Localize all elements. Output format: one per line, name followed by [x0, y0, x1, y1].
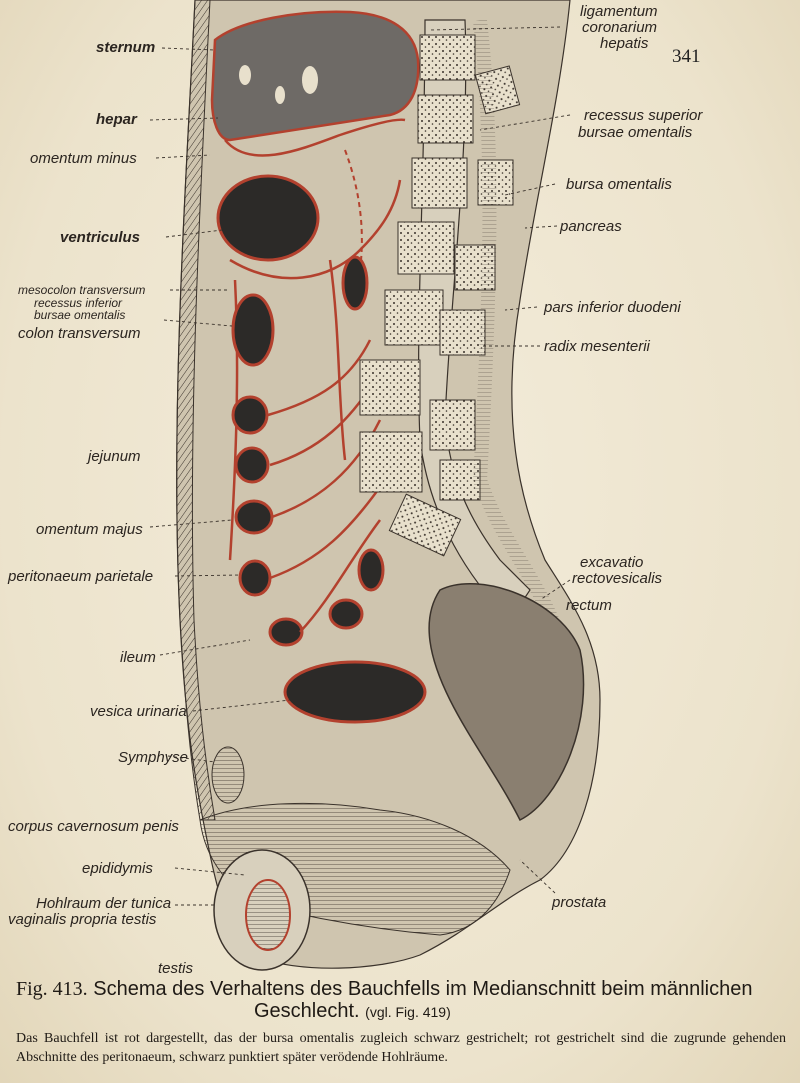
page-number: 341 — [672, 46, 701, 67]
caption-title-line — [16, 978, 786, 1000]
label-mesocolon: mesocolon transversum — [18, 283, 146, 297]
label-rectum: rectum — [566, 597, 612, 614]
label-testis: testis — [158, 960, 194, 977]
label-prostata: prostata — [552, 894, 607, 911]
label-hepar: hepar — [96, 111, 137, 128]
caption-fig-label: Fig. 413. — [16, 978, 88, 1000]
label-epididymis: epididymis — [82, 860, 153, 877]
label-vesica: vesica urinaria — [90, 703, 187, 720]
label-omentum-majus: omentum majus — [36, 521, 143, 538]
label-recessus-inferior-2: bursae omentalis — [34, 308, 126, 322]
caption-subtitle-line — [16, 1000, 786, 1023]
stomach — [218, 176, 318, 260]
label-ventriculus: ventriculus — [60, 229, 141, 246]
label-symphyse: Symphyse — [118, 749, 189, 766]
caption-body: Das Bauchfell ist rot dargestellt, das der bursa omentalis zugleich schwarz gestrichelt; rot gestrichelt sind die zugrunde gehenden Abschnitte des peritonaeum, schwarz punktiert später verödende Hohlräume. — [16, 1031, 786, 1065]
label-ligamentum-1: ligamentum — [580, 3, 658, 20]
caption-reference: (vgl. Fig. 419) — [365, 1004, 451, 1020]
caption-title-line2: Geschlecht. — [254, 1000, 360, 1022]
label-sternum: sternum — [96, 39, 156, 56]
symphysis — [212, 747, 244, 803]
label-bursa: bursa omentalis — [566, 176, 672, 193]
label-omentum-minus: omentum minus — [30, 150, 137, 167]
label-jejunum: jejunum — [88, 448, 141, 465]
label-recessus-superior-1: recessus superior — [584, 107, 703, 124]
label-colon-transversum: colon transversum — [18, 325, 141, 342]
label-peritonaeum: peritonaeum parietale — [8, 568, 154, 585]
label-hohlraum-1: Hohlraum der tunica — [36, 895, 172, 912]
label-ligamentum-2: coronarium — [582, 19, 658, 36]
label-recessus-inferior-1: recessus inferior — [34, 296, 123, 310]
label-hohlraum-2: vaginalis propria testis — [8, 911, 157, 928]
label-pancreas: pancreas — [560, 218, 622, 235]
bladder — [285, 662, 425, 722]
label-duodeni: pars inferior duodeni — [544, 299, 681, 316]
label-corpus: corpus cavernosum penis — [8, 818, 179, 835]
label-recessus-superior-2: bursae omentalis — [578, 124, 693, 141]
label-excavatio-2: rectovesicalis — [572, 570, 663, 587]
label-ileum: ileum — [120, 649, 156, 666]
figure-caption — [16, 978, 786, 1067]
colon-transversum — [233, 295, 273, 365]
label-radix: radix mesenterii — [544, 338, 650, 355]
caption-title: Schema des Verhaltens des Bauchfells im Medianschnitt beim männlichen — [93, 978, 753, 1000]
label-excavatio-1: excavatio — [580, 554, 644, 571]
label-ligamentum-3: hepatis — [600, 35, 649, 52]
